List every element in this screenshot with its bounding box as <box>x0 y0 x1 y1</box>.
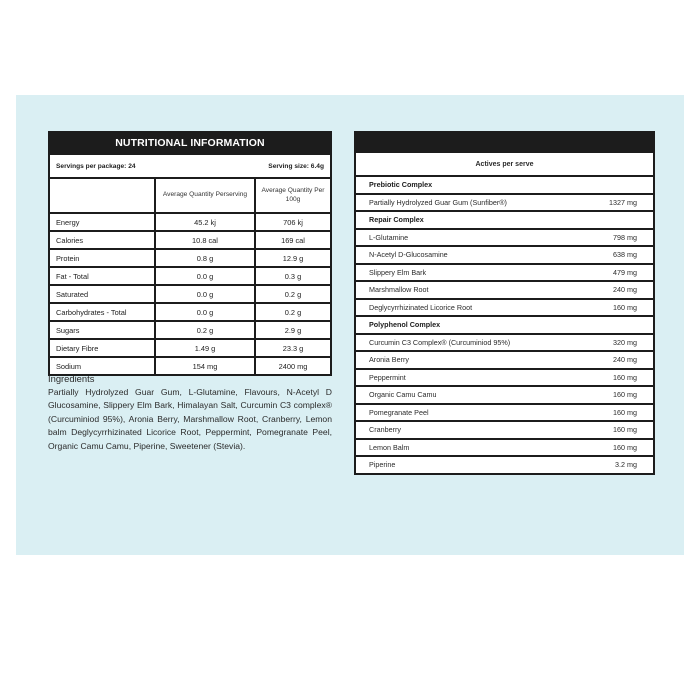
per-serving-value: 0.0 g <box>156 268 254 284</box>
nutrient-name: Energy <box>50 214 154 230</box>
nutrient-name: Saturated <box>50 286 154 302</box>
nutrition-table-title: NUTRITIONAL INFORMATION <box>115 137 265 149</box>
actives-item-row <box>356 230 653 246</box>
column-header-nutrient <box>50 179 154 212</box>
active-amount: 1327 mg <box>609 197 637 207</box>
actives-item-row <box>356 247 653 263</box>
per-serving-value: 10.8 cal <box>156 232 254 248</box>
actives-item-row <box>356 352 653 368</box>
per-serving-value: 0.0 g <box>156 304 254 320</box>
per-100g-value: 0.3 g <box>256 268 330 284</box>
nutrition-row <box>50 322 330 338</box>
actives-item-row <box>356 422 653 438</box>
active-amount: 479 mg <box>613 267 637 277</box>
nutrient-name: Protein <box>50 250 154 266</box>
nutrient-name: Calories <box>50 232 154 248</box>
active-name: Organic Camu Camu <box>369 390 437 400</box>
nutrient-name: Sodium <box>50 358 154 374</box>
nutrition-row <box>50 214 330 230</box>
actives-header <box>356 153 653 175</box>
active-amount: 320 mg <box>613 337 637 347</box>
per-100g-value: 2400 mg <box>256 358 330 374</box>
serving-info-row <box>50 155 330 177</box>
per-100g-value: 0.2 g <box>256 286 330 302</box>
active-amount: 160 mg <box>613 390 637 400</box>
nutrition-row <box>50 250 330 266</box>
nutrition-row <box>50 358 330 374</box>
nutrition-row <box>50 232 330 248</box>
per-serving-value: 0.8 g <box>156 250 254 266</box>
actives-group-row <box>356 177 653 193</box>
per-100g-value: 169 cal <box>256 232 330 248</box>
group-name: Repair Complex <box>369 215 424 225</box>
servings-per-package: Servings per package: 24 <box>56 162 136 170</box>
per-100g-value: 12.9 g <box>256 250 330 266</box>
active-name: Curcumin C3 Complex® (Curcuminiod 95%) <box>369 337 511 347</box>
nutrient-name: Dietary Fibre <box>50 340 154 356</box>
ingredients-text: Partially Hydrolyzed Guar Gum, L-Glutamine, Flavours, N-Acetyl D Glucosamine, Slippery Elm Bark, Himalayan Salt, Curcumin C3 complex® (Curcuminiod 95%), Aronia Berry, Marshmallow Root, Cranberry, Lemon balm Deglycyrrhizinated Licorice Root, Peppermint, Pomegranate Peel, Organic Camu Camu, Piperine, Sweetener (Stevia). <box>48 387 332 451</box>
ingredients-title: Ingredients <box>48 373 95 384</box>
actives-item-row <box>356 282 653 298</box>
actives-item-row <box>356 387 653 403</box>
serving-size: Serving size: 6.4g <box>268 162 324 170</box>
active-name: N-Acetyl D-Glucosamine <box>369 250 448 260</box>
active-amount: 798 mg <box>613 232 637 242</box>
active-name: Peppermint <box>369 372 406 382</box>
active-amount: 3.2 mg <box>615 460 637 470</box>
column-header-per-100g: Average Quantity Per 100g <box>256 179 330 212</box>
active-amount: 160 mg <box>613 442 637 452</box>
actives-item-row <box>356 370 653 386</box>
actives-item-row <box>356 440 653 456</box>
actives-item-row <box>356 195 653 211</box>
actives-item-row <box>356 300 653 316</box>
nutrient-name: Sugars <box>50 322 154 338</box>
active-name: Marshmallow Root <box>369 285 429 295</box>
column-header-per-serving: Average Quantity Perserving <box>156 179 254 212</box>
per-serving-value: 45.2 kj <box>156 214 254 230</box>
nutrient-name: Fat - Total <box>50 268 154 284</box>
active-name: Deglycyrrhizinated Licorice Root <box>369 302 473 312</box>
actives-item-row <box>356 405 653 421</box>
per-serving-value: 154 mg <box>156 358 254 374</box>
active-name: Aronia Berry <box>369 355 409 365</box>
actives-item-row <box>356 335 653 351</box>
ingredients-section <box>48 373 332 453</box>
active-name: Partially Hydrolyzed Guar Gum (Sunfiber®) <box>369 197 507 207</box>
active-name: Lemon Balm <box>369 442 410 452</box>
per-100g-value: 0.2 g <box>256 304 330 320</box>
actives-group-row <box>356 212 653 228</box>
actives-header-label: Actives per serve <box>475 160 534 168</box>
actives-group-row <box>356 317 653 333</box>
per-100g-value: 2.9 g <box>256 322 330 338</box>
nutrition-row <box>50 268 330 284</box>
actives-item-row <box>356 265 653 281</box>
group-name: Prebiotic Complex <box>369 180 433 190</box>
active-amount: 638 mg <box>613 250 637 260</box>
per-100g-value: 23.3 g <box>256 340 330 356</box>
nutrition-row <box>50 304 330 320</box>
group-name: Polyphenol Complex <box>369 320 441 330</box>
actives-table-top-bar <box>356 131 653 153</box>
active-name: Cranberry <box>369 425 401 435</box>
actives-item-row <box>356 457 653 473</box>
per-serving-value: 0.0 g <box>156 286 254 302</box>
active-name: L-Glutamine <box>369 232 409 242</box>
active-amount: 240 mg <box>613 285 637 295</box>
per-serving-value: 0.2 g <box>156 322 254 338</box>
active-name: Piperine <box>369 460 396 470</box>
nutrition-row <box>50 340 330 356</box>
active-amount: 160 mg <box>613 302 637 312</box>
nutrition-header-row <box>50 179 330 212</box>
active-amount: 160 mg <box>613 425 637 435</box>
active-amount: 240 mg <box>613 355 637 365</box>
active-name: Pomegranate Peel <box>369 407 429 417</box>
nutrient-name: Carbohydrates - Total <box>50 304 154 320</box>
nutrition-table <box>48 131 332 376</box>
active-name: Slippery Elm Bark <box>369 267 427 277</box>
per-100g-value: 706 kj <box>256 214 330 230</box>
actives-table <box>354 131 655 475</box>
per-serving-value: 1.49 g <box>156 340 254 356</box>
active-amount: 160 mg <box>613 372 637 382</box>
active-amount: 160 mg <box>613 407 637 417</box>
nutrition-row <box>50 286 330 302</box>
